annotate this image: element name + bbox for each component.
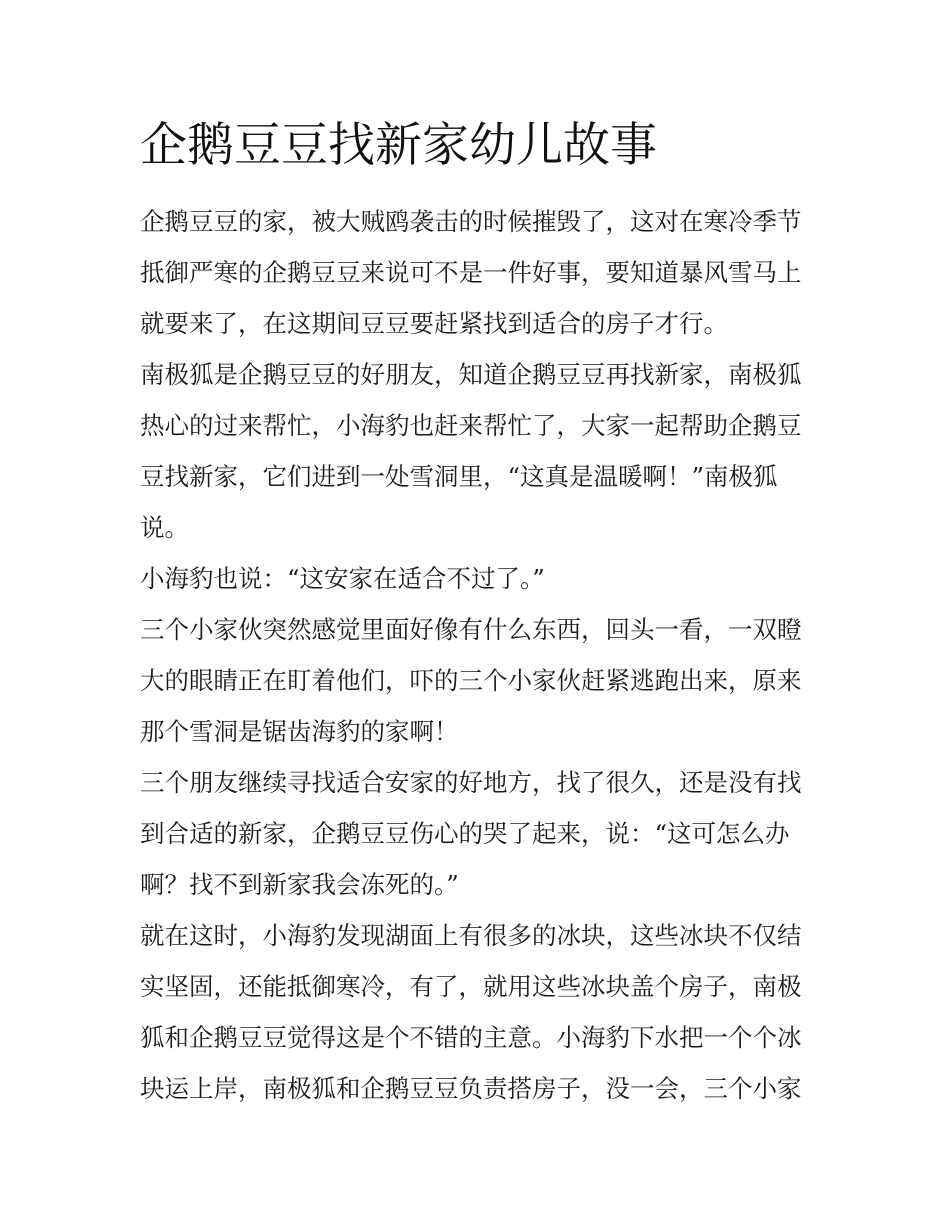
- text-line: 啊？找不到新家我会冻死的。”: [140, 870, 459, 899]
- text-line: 热心的过来帮忙，小海豹也赶来帮忙了，大家一起帮助企鹅豆: [140, 411, 802, 440]
- text-line: 狐和企鹅豆豆觉得这是个不错的主意。小海豹下水把一个个冰: [140, 1023, 802, 1052]
- text-line: 企鹅豆豆的家，被大贼鸥袭击的时候摧毁了，这对在寒冷季节: [140, 207, 802, 236]
- text-line: 三个小家伙突然感觉里面好像有什么东西，回头一看，一双瞪: [140, 615, 802, 644]
- text-line: 就在这时，小海豹发现湖面上有很多的冰块，这些冰块不仅结: [140, 921, 802, 950]
- text-line: 说。: [140, 513, 189, 542]
- text-line: 大的眼睛正在盯着他们，吓的三个小家伙赶紧逃跑出来，原来: [140, 666, 802, 695]
- text-line: 就要来了，在这期间豆豆要赶紧找到适合的房子才行。: [140, 309, 728, 338]
- text-line: 到合适的新家，企鹅豆豆伤心的哭了起来，说：“这可怎么办: [140, 819, 790, 848]
- text-line: 南极狐是企鹅豆豆的好朋友，知道企鹅豆豆再找新家，南极狐: [140, 360, 802, 389]
- text-line: 那个雪洞是锯齿海豹的家啊！: [140, 717, 459, 746]
- text-line: 豆找新家，它们进到一处雪洞里，“这真是温暖啊！”南极狐: [140, 462, 778, 491]
- document-title: 企鹅豆豆找新家幼儿故事: [140, 118, 657, 173]
- text-line: 抵御严寒的企鹅豆豆来说可不是一件好事，要知道暴风雪马上: [140, 258, 802, 287]
- text-line: 实坚固，还能抵御寒冷，有了，就用这些冰块盖个房子，南极: [140, 972, 802, 1001]
- story-body: [140, 196, 820, 1114]
- text-line: 块运上岸，南极狐和企鹅豆豆负责搭房子，没一会，三个小家: [140, 1074, 802, 1103]
- text-line: 小海豹也说：“这安家在适合不过了。”: [140, 564, 545, 593]
- text-line: 三个朋友继续寻找适合安家的好地方，找了很久，还是没有找: [140, 768, 802, 797]
